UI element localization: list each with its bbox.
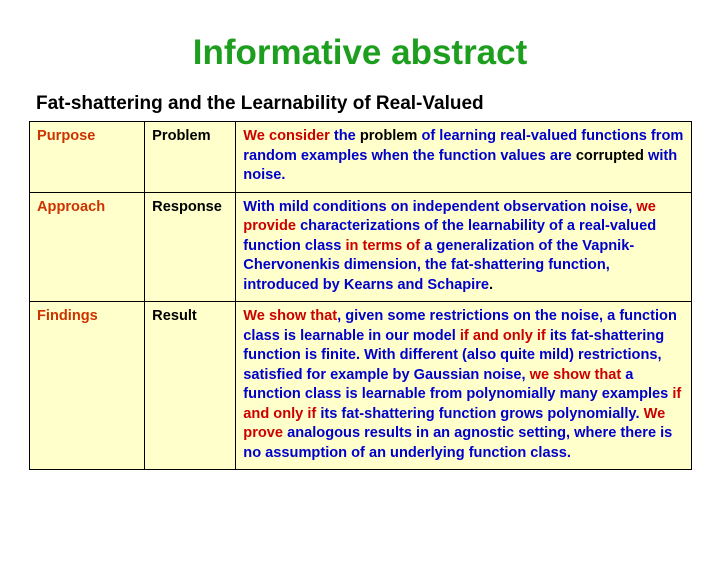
text-segment: in terms of (345, 237, 421, 254)
category-cell: Purpose (30, 122, 145, 193)
table-row-approach (30, 192, 692, 302)
description-cell (236, 302, 692, 470)
text-segment: With mild conditions on independent observation noise, (243, 198, 637, 215)
text-segment: characterizations of the learnability of a real-valued function class (243, 218, 657, 254)
text-segment: we show that (529, 366, 622, 383)
text-segment: analogous results in an agnostic setting, where there is no assumption of an underlying function class. (243, 425, 673, 461)
paper-title: Fat-shattering and the Learnability of Real-Valued (36, 93, 484, 114)
text-segment: of learning real-valued functions from random examples when the function values are (243, 128, 684, 164)
page-title: Informative abstract (192, 33, 528, 72)
table-row-findings (30, 302, 692, 470)
description-cell (236, 192, 692, 302)
text-segment: its fat-shattering function grows polynomially. (316, 405, 644, 422)
text-segment: its fat-shattering function is finite. With different (also quite mild) restrictions, satisfied for example by Gaussian noise, (243, 327, 665, 383)
description-cell (236, 122, 692, 193)
type-cell: Result (145, 302, 236, 470)
text-segment: , given some restrictions on the noise, a function class is learnable in our model (243, 308, 677, 344)
type-cell: Response (145, 192, 236, 302)
text-segment: a function class is learnable from polynomially many examples (243, 366, 673, 402)
text-segment: if and only if (459, 327, 546, 344)
text-segment: . (489, 276, 494, 293)
table-row-purpose (30, 122, 692, 193)
text-segment: problem (355, 128, 418, 144)
text-segment: We prove (243, 405, 666, 441)
category-cell: Findings (30, 302, 145, 470)
abstract-table (29, 121, 692, 470)
text-segment: We show that (243, 308, 338, 324)
text-segment: a generalization of the Vapnik-Chervonenkis dimension, the fat-shattering function, introduced by Kearns and Schapire (243, 237, 635, 293)
text-segment: we provide (243, 198, 656, 234)
text-segment: We consider (243, 128, 330, 144)
text-segment: the (333, 128, 356, 144)
text-segment: corrupted (575, 147, 644, 164)
text-segment: if and only if (243, 386, 682, 422)
category-cell: Approach (30, 192, 145, 302)
type-cell: Problem (145, 122, 236, 193)
text-segment: with noise. (243, 147, 678, 183)
